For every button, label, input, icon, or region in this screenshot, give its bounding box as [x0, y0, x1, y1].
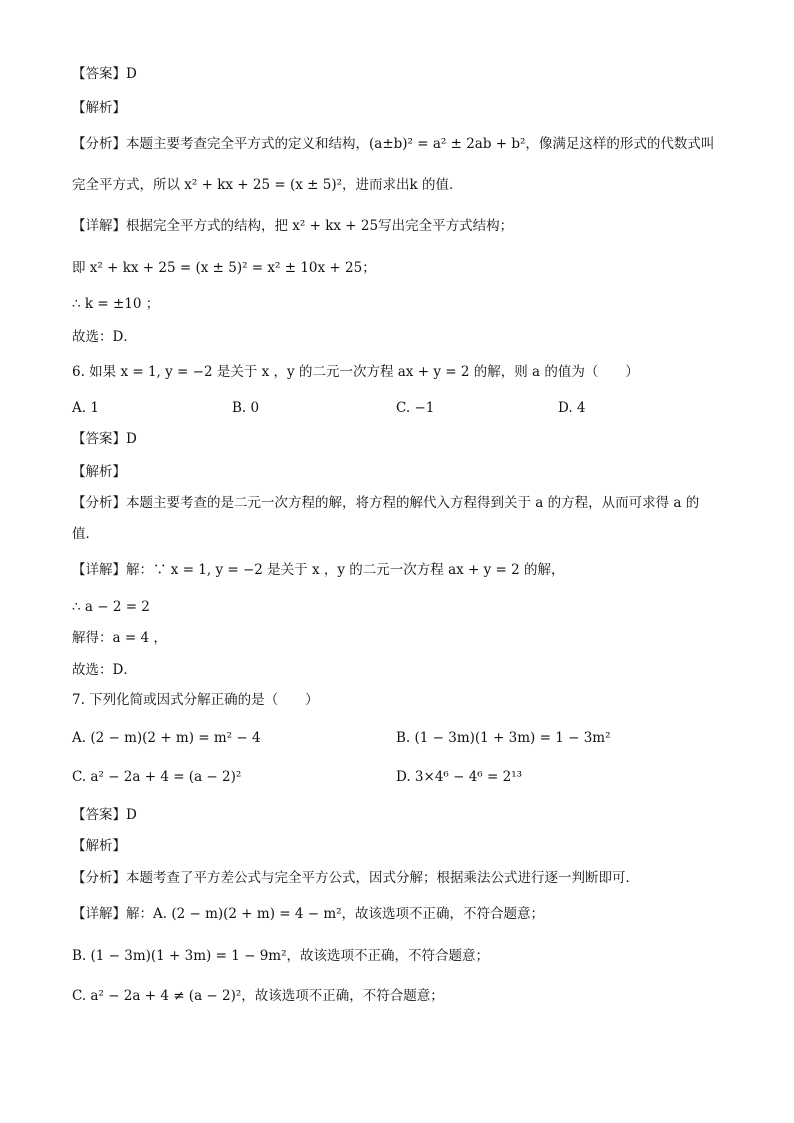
q7-stem: 7. 下列化简或因式分解正确的是（ ） [72, 692, 319, 708]
q6-detail-line-3: 解得：a = 4 ， [72, 630, 167, 646]
q6-choose: 故选：D． [72, 662, 137, 678]
q7-analysis-line-1: 【分析】本题考查了平方差公式与完全平方公式，因式分解；根据乘法公式进行逐一判断即可． [72, 870, 639, 886]
q6-option-c: C. −1 [396, 400, 435, 416]
q6-stem: 6. 如果 x = 1, y = −2 是关于 x ，y 的二元一次方程 ax + y = 2 的解，则 a 的值为（ ） [72, 364, 639, 380]
q7-option-d: D. 3×4⁶ − 4⁶ = 2¹³ [396, 769, 523, 785]
q7-option-c: C. a² − 2a + 4 = (a − 2)² [72, 769, 242, 785]
q5-analysis-line-2: 完全平方式，所以 x² + kx + 25 = (x ± 5)²，进而求出k 的值． [72, 177, 463, 193]
q6-option-b: B. 0 [232, 400, 260, 416]
q7-detail-line-3: C. a² − 2a + 4 ≠ (a − 2)²，故该选项不正确，不符合题意； [72, 988, 444, 1004]
q6-analysis-heading: 【解析】 [72, 464, 126, 480]
q7-detail-line-1: 【详解】解：A. (2 − m)(2 + m) = 4 − m²，故该选项不正确，不符合题意； [72, 906, 545, 922]
q7-detail-line-2: B. (1 − 3m)(1 + 3m) = 1 − 9m²，故该选项不正确，不符合题意； [72, 948, 489, 964]
q6-option-d: D. 4 [558, 400, 586, 416]
q5-detail-line-2: 即 x² + kx + 25 = (x ± 5)² = x² ± 10x + 25； [72, 260, 376, 276]
q7-answer: 【答案】D [72, 807, 137, 823]
q6-analysis-line-2: 值． [72, 526, 99, 542]
q5-analysis-heading: 【解析】 [72, 100, 126, 116]
q5-choose: 故选：D． [72, 329, 137, 345]
q5-detail-line-1: 【详解】根据完全平方式的结构，把 x² + kx + 25写出完全平方式结构； [72, 218, 514, 234]
q6-option-a: A. 1 [72, 400, 99, 416]
q6-answer: 【答案】D [72, 431, 137, 447]
q6-detail-line-2: ∴ a − 2 = 2 [72, 599, 150, 615]
q5-analysis-line-1: 【分析】本题主要考查完全平方式的定义和结构，(a±b)² = a² ± 2ab + b²，像满足这样的形式的代数式叫 [72, 136, 715, 152]
q7-option-b: B. (1 − 3m)(1 + 3m) = 1 − 3m² [396, 730, 611, 746]
q6-detail-line-1: 【详解】解：∵ x = 1, y = −2 是关于 x ，y 的二元一次方程 ax + y = 2 的解， [72, 562, 565, 578]
q6-analysis-line-1: 【分析】本题主要考查的是二元一次方程的解，将方程的解代入方程得到关于 a 的方程，从而可求得 a 的 [72, 495, 700, 511]
q5-answer: 【答案】D [72, 66, 137, 82]
q7-option-a: A. (2 − m)(2 + m) = m² − 4 [72, 730, 261, 746]
q5-detail-line-3: ∴ k = ±10 ； [72, 296, 160, 312]
q7-analysis-heading: 【解析】 [72, 838, 126, 854]
